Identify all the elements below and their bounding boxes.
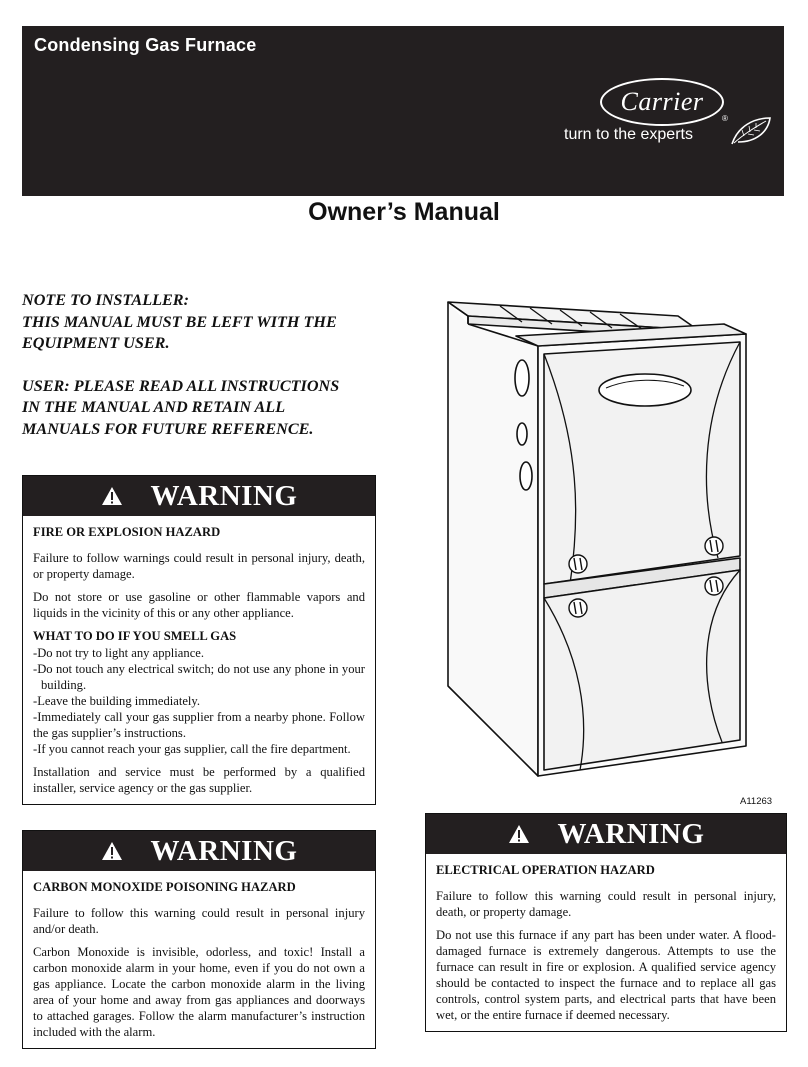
warning-label: WARNING [557, 817, 705, 850]
note-to-installer: NOTE TO INSTALLER: THIS MANUAL MUST BE LEFT WITH THE EQUIPMENT USER. [22, 291, 337, 352]
document-title: Owner’s Manual [308, 198, 500, 226]
warning-triangle-icon [101, 841, 123, 861]
product-name: Condensing Gas Furnace [34, 35, 257, 55]
warning-fire-box [22, 475, 376, 805]
list-item: -Do not touch any electrical switch; do not use any phone in your building. [33, 662, 365, 692]
smell-gas-list [33, 645, 365, 757]
carrier-logo [562, 74, 777, 174]
registered-mark: ® [722, 114, 728, 123]
warning-header [23, 831, 375, 871]
logo-oval [600, 78, 724, 126]
logo-brand: Carrier [620, 87, 704, 116]
smell-gas-title: WHAT TO DO IF YOU SMELL GAS [33, 629, 237, 643]
warning-label: WARNING [150, 834, 298, 867]
warning-text: Installation and service must be performed by a qualified installer, service agency or the gas supplier. [33, 765, 365, 795]
hazard-title: ELECTRICAL OPERATION HAZARD [436, 863, 655, 877]
warning-body [23, 516, 375, 804]
note-to-user: USER: PLEASE READ ALL INSTRUCTIONS IN THE MANUAL AND RETAIN ALL MANUALS FOR FUTURE REFERENCE. [22, 376, 340, 438]
warning-text: Do not store or use gasoline or other flammable vapors and liquids in the vicinity of this or any other appliance. [33, 590, 365, 620]
leaf-icon [730, 116, 772, 146]
logo-tagline: turn to the experts [564, 126, 693, 143]
warning-body [426, 854, 786, 1031]
hazard-title: CARBON MONOXIDE POISONING HAZARD [33, 880, 296, 894]
warning-triangle-icon [101, 486, 123, 506]
warning-body [23, 871, 375, 1048]
warning-triangle-icon [508, 824, 530, 844]
warning-text: Carbon Monoxide is invisible, odorless, and toxic! Install a carbon monoxide alarm in your home, even if you do not own a gas appliance. Locate the carbon monoxide alarm in the living area of your home and away from gas appliances and doorways to attached garages. Follow the alarm manufacturer’s instruction included with the alarm. [33, 945, 365, 1039]
warning-co-box [22, 830, 376, 1049]
warning-label: WARNING [150, 479, 298, 512]
furnace-illustration [430, 296, 760, 796]
list-item: -Do not try to light any appliance. [33, 646, 205, 660]
warning-header [426, 814, 786, 854]
list-item: -Immediately call your gas supplier from a nearby phone. Follow the gas supplier’s instructions. [33, 710, 365, 740]
warning-text: Do not use this furnace if any part has been under water. A flood-damaged furnace is extremely dangerous. Attempts to use the furnace can result in fire or explosion. A qualified service agency should be contacted to inspect the furnace and to replace all gas controls, control system parts, and electrical parts that have been wet, or the entire furnace if deemed necessary. [436, 928, 776, 1022]
warning-text: Failure to follow warnings could result in personal injury, death, or property damage. [33, 551, 365, 581]
figure-code: A11263 [740, 796, 773, 807]
list-item: -Leave the building immediately. [33, 694, 201, 708]
hazard-title: FIRE OR EXPLOSION HAZARD [33, 525, 221, 539]
warning-header [23, 476, 375, 516]
header-banner [22, 26, 784, 196]
warning-text: Failure to follow this warning could result in personal injury and/or death. [33, 906, 365, 936]
list-item: -If you cannot reach your gas supplier, call the fire department. [33, 742, 351, 756]
warning-electrical-box [425, 813, 787, 1032]
warning-text: Failure to follow this warning could result in personal injury, death, or property damage. [436, 889, 776, 919]
installer-note [22, 290, 412, 440]
